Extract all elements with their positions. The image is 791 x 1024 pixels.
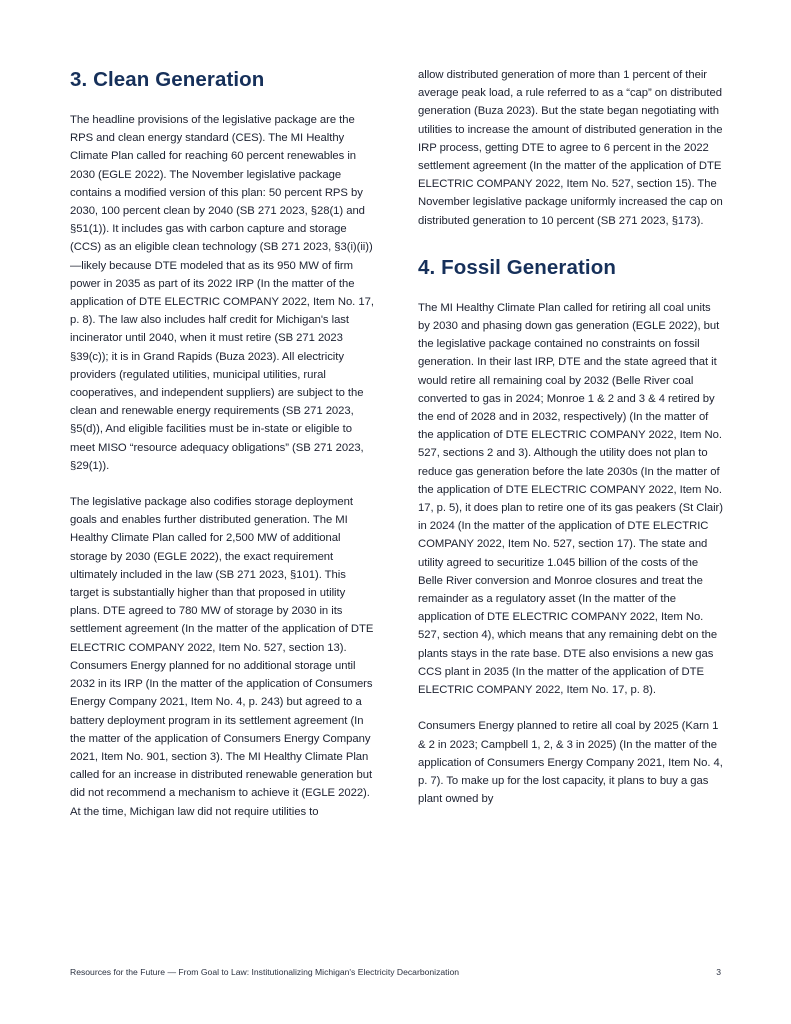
page-number: 3 (716, 967, 721, 977)
section-heading-fossil-generation: 4. Fossil Generation (418, 255, 616, 279)
body-paragraph: The MI Healthy Climate Plan called for retiring all coal units by 2030 and phasing down gas generation (EGLE 2022), but the legislative package contained no constraints on fossil generation. In their last IRP, DTE and the state agreed that it would retire all remaining coal by 2032 (Belle River coal converted to gas in 2024; Monroe 1 & 2 and 3 & 4 retired by the end of 2028 and in 2032, respectively) (In the matter of the application of DTE ELECTRIC COMPANY 2022, Item No. 527, sections 2 and 3). Although the utility does not plan to reduce gas generation before the late 2030s (In the matter of the application of DTE ELECTRIC COMPANY 2022, Item No. 17, p. 5), it does plan to retire one of its gas peakers (St Clair) in 2024 (In the matter of the application of DTE ELECTRIC COMPANY 2022, Item No. 527, section 17). The state and utility agreed to securitize 1.045 billion of the costs of the Belle River conversion and Monroe closures and treat the remainder as a regulatory asset (In the matter of the application of DTE ELECTRIC COMPANY 2022, Item No. 527, section 4), which means that any remaining debt on the plants stays in the rate base. DTE also envisions a new gas CCS plant in 2035 (In the matter of the application of DTE ELECTRIC COMPANY 2022, Item No. 17, p. 8). (418, 301, 723, 697)
body-paragraph-continued: allow distributed generation of more than 1 percent of their average peak load, a rule referred to as a “cap” on distributed generation (Buza 2023). But the state began negotiating with utilities to increase the amount of distributed generation in the IRP process, getting DTE to agree to 6 percent in the 2022 settlement agreement (In the matter of the application of DTE ELECTRIC COMPANY 2022, Item No. 527, section 15). The November legislative package uniformly increased the cap on distributed generation to 10 percent (SB 271 2023, §173). (418, 69, 723, 227)
left-column (70, 66, 375, 821)
section-heading-clean-generation: 3. Clean Generation (70, 68, 265, 91)
body-paragraph: The headline provisions of the legislative package are the RPS and clean energy standard (CES). The MI Healthy Climate Plan called for reaching 60 percent renewables in 2030 (EGLE 2022). The November legislative package contains a modified version of this plan: 50 percent RPS by 2030, 100 percent clean by 2040 (SB 271 2023, §28(1) and §51(1)). It includes gas with carbon capture and storage (CCS) as an eligible clean technology (SB 271 2023, §3(i)(ii))—likely because DTE modeled that as its 950 MW of firm power in 2035 as part of its 2022 IRP (In the matter of the application of DTE ELECTRIC COMPANY 2022, Item No. 17, p. 8). The law also includes half credit for Michigan's last incinerator until 2040, when it must retire (SB 271 2023 §39(c)); it is in Grand Rapids (Buza 2023). All electricity providers (regulated utilities, municipal utilities, rural cooperatives, and independent suppliers) are subject to the clean and renewable energy requirements (SB 271 2023, §5(d)), And eligible facilities must be in-state or eligible to meet MISO “resource adequacy obligations” (SB 271 2023, §29(1)). (70, 114, 374, 472)
body-paragraph: Consumers Energy planned to retire all coal by 2025 (Karn 1 & 2 in 2023; Campbell 1, 2, & 3 in 2025) (In the matter of the application of Consumers Energy Company 2021, Item No. 4, p. 7). To make up for the lost capacity, it plans to buy a gas plant owned by (418, 720, 723, 806)
footer-text: Resources for the Future — From Goal to Law: Institutionalizing Michigan's Electricity Decarbonization (70, 967, 460, 977)
body-paragraph: The legislative package also codifies storage deployment goals and enables further distributed generation. The MI Healthy Climate Plan called for 2,500 MW of additional storage by 2030 (EGLE 2022), the exact requirement ultimately included in the law (SB 271 2023, §101). This target is substantially higher than that proposed in utility plans. DTE agreed to 780 MW of storage by 2030 in its settlement agreement (In the matter of the application of DTE ELECTRIC COMPANY 2022, Item No. 527, section 13). Consumers Energy planned for no additional storage until 2032 in its IRP (In the matter of the application of Consumers Energy Company 2021, Item No. 4, p. 243) but agreed to a battery deployment program in its settlement agreement (In the matter of the application of Consumers Energy Company 2021, Item No. 901, section 3). The MI Healthy Climate Plan called for an increase in distributed renewable generation but did not recommend a mechanism to achieve it (EGLE 2022). At the time, Michigan law did not require utilities to (70, 496, 374, 818)
right-column (418, 66, 723, 808)
